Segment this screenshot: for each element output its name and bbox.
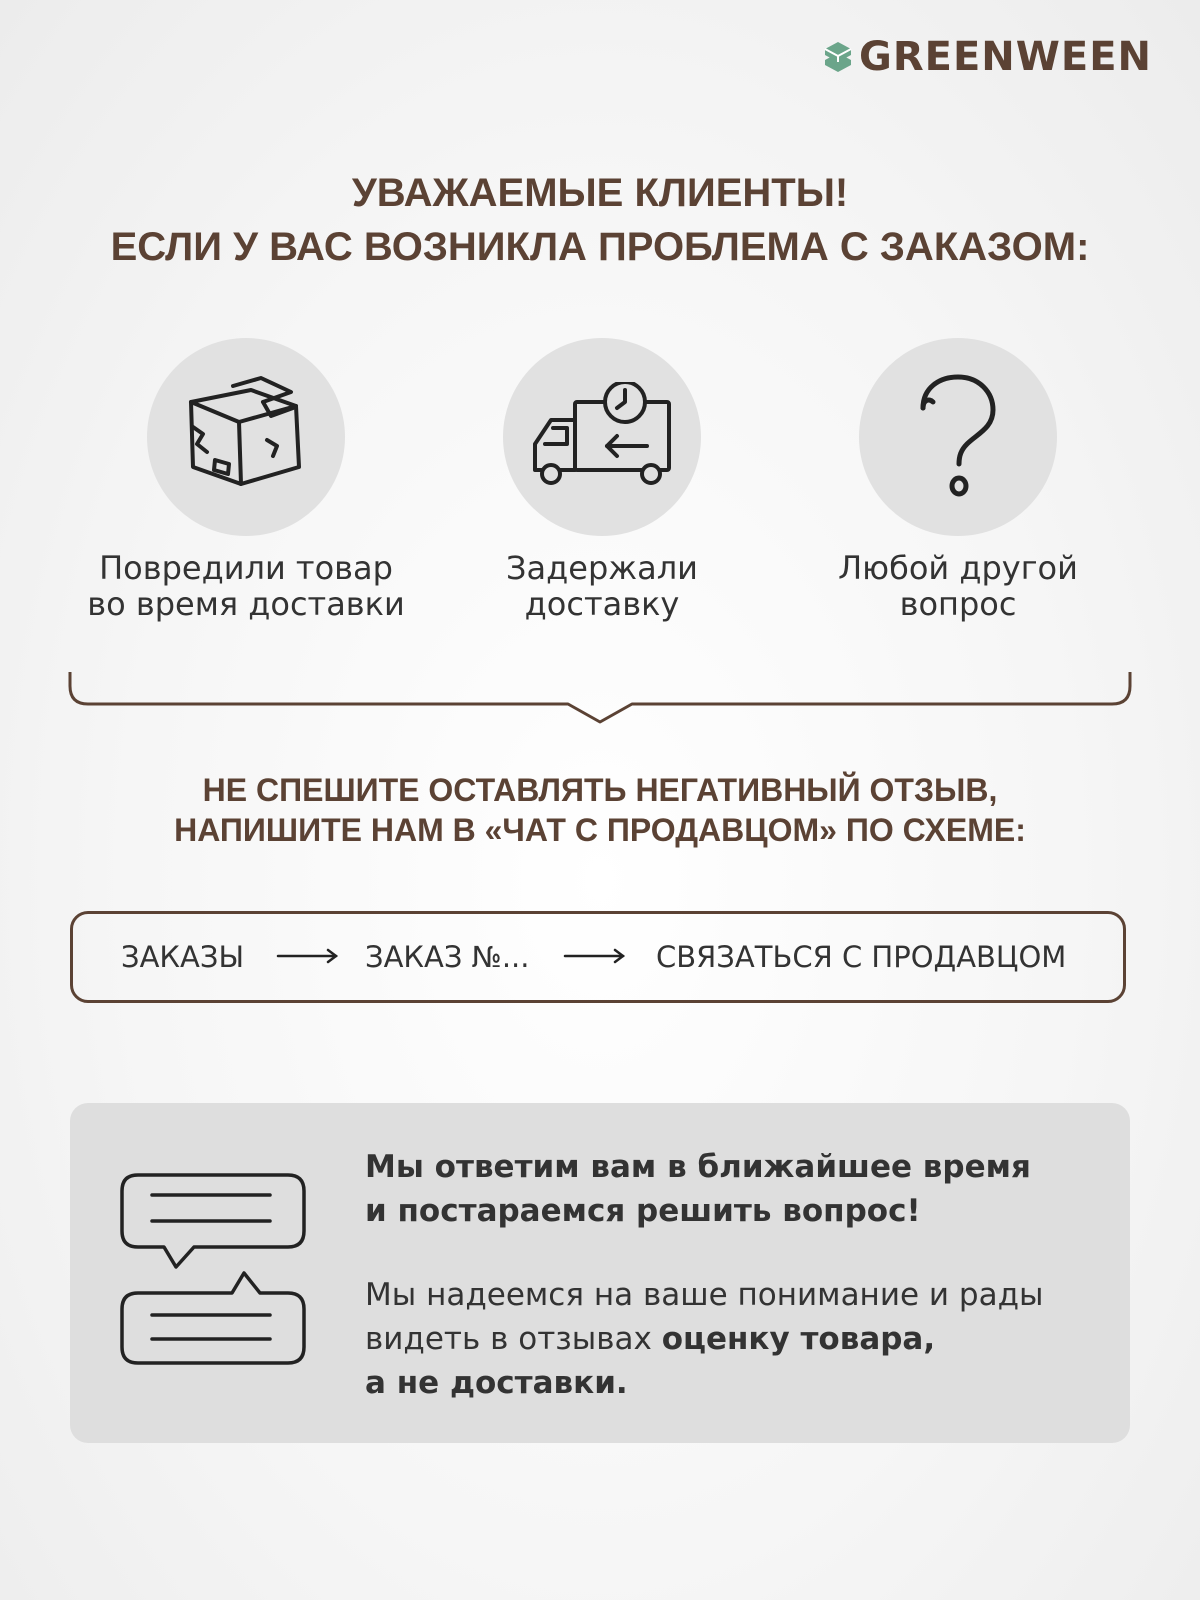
problem-card-damaged [66,338,426,622]
path-step-order-number: ЗАКАЗ №... [365,940,530,974]
delivery-truck-clock-icon [527,382,677,492]
instruction-line-1: НЕ СПЕШИТЕ ОСТАВЛЯТЬ НЕГАТИВНЫЙ ОТЗЫВ, [202,772,998,808]
problem-card-other [778,338,1138,622]
problem-label: Повредили товар во время доставки [87,549,405,623]
navigation-path [70,911,1126,1003]
brand-name: GREENWEEN [858,34,1152,80]
headline-line-2: ЕСЛИ У ВАС ВОЗНИКЛА ПРОБЛЕМА С ЗАКАЗОМ: [110,225,1090,269]
arrow-right-icon [563,944,627,968]
response-promise: Мы ответим вам в ближайшее время и постараемся решить вопрос! [365,1149,1031,1229]
review-request-line-2: видеть в отзывах оценку товара, [365,1321,936,1357]
icon-circle [859,338,1057,536]
info-text [365,1145,1085,1405]
problem-card-delayed [422,338,782,622]
damaged-box-icon [181,372,311,502]
problem-label: Любой другой вопрос [838,549,1078,623]
path-step-orders: ЗАКАЗЫ [121,940,245,974]
review-request: Мы надеемся на ваше понимание и рады видеть в отзывах оценку товара, а не доставки. [365,1273,1085,1405]
question-mark-icon [913,372,1003,502]
curly-brace-divider [68,670,1132,730]
headline-line-1: УВАЖАЕМЫЕ КЛИЕНТЫ! [351,171,849,215]
instruction-heading [0,770,1200,850]
icon-circle [503,338,701,536]
info-panel [70,1103,1130,1443]
page-headline [0,166,1200,274]
instruction-line-2: НАПИШИТЕ НАМ В «ЧАТ С ПРОДАВЦОМ» ПО СХЕМЕ: [174,812,1026,848]
brand-logo [823,34,1152,80]
chat-bubbles-icon [120,1173,310,1373]
problem-label: Задержали доставку [506,549,698,623]
arrow-right-icon [276,944,340,968]
logo-mark-icon [823,41,853,73]
icon-circle [147,338,345,536]
path-step-contact-seller: СВЯЗАТЬСЯ С ПРОДАВЦОМ [656,940,1067,974]
